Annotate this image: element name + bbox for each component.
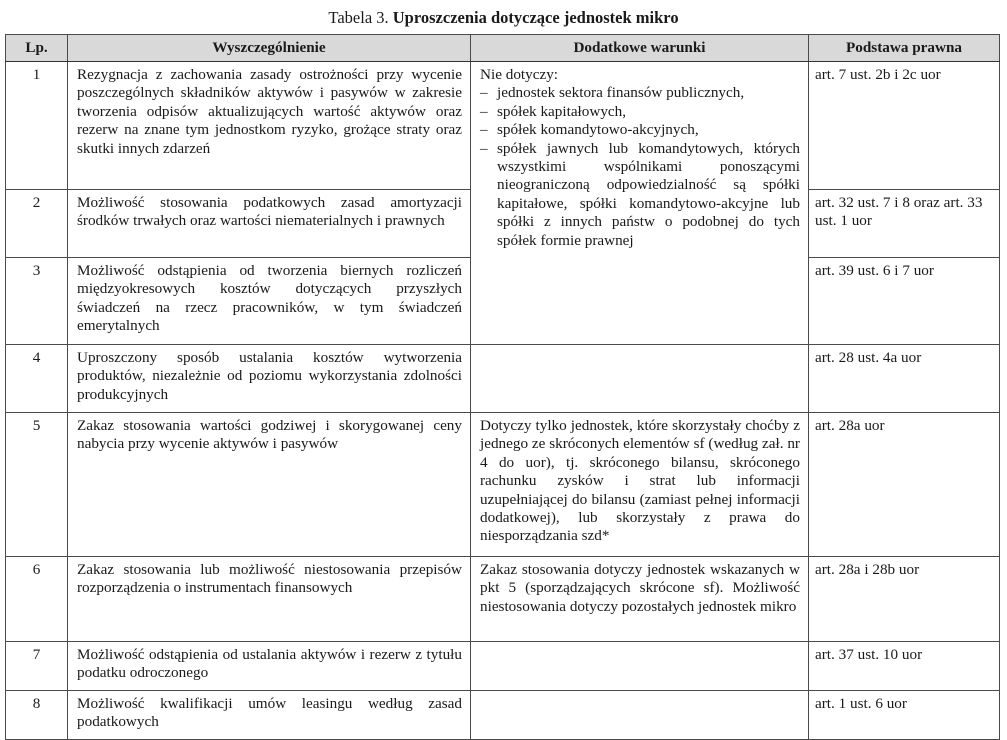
table-row [6,345,1000,413]
table-caption [0,8,1007,28]
row-legal-basis: art. 7 ust. 2b i 2c uor [809,62,1000,190]
row-description: Możliwość odstąpienia od ustalania aktywów i rezerw z tytułu podatku odroczonego [68,642,471,691]
row-description: Zakaz stosowania lub możliwość niestosowania przepisów rozporządzenia o instrumentach finansowych [68,557,471,642]
row-number: 1 [6,62,68,190]
list-item: – spółek kapitałowych, [480,103,800,121]
row-conditions: Dotyczy tylko jednostek, które skorzystały choćby z jednego ze skróconych elementów sf (według zał. nr 4 do uor), tj. skróconego bilansu, skróconego rachunku zysków i strat lub informacji uzupełniającej do bilansu (zamiast pełnej informacji dodatkowej), lub skorzystały z prawa do niesporządzania szd* [471,413,809,557]
row-legal-basis: art. 28a i 28b uor [809,557,1000,642]
row-legal-basis: art. 32 ust. 7 i 8 oraz art. 33 ust. 1 uor [809,190,1000,258]
row-description: Możliwość kwalifikacji umów leasingu według zasad podatkowych [68,691,471,740]
row-number: 5 [6,413,68,557]
simplifications-table [5,34,1000,740]
list-item: – jednostek sektora finansów publicznych, [480,84,800,102]
row-description: Możliwość odstąpienia od tworzenia biernych rozliczeń międzyokresowych kosztów dotyczących przyszłych świadczeń na rzecz pracowników, w tym świadczeń emerytalnych [68,258,471,345]
conditions-list [480,84,800,250]
shared-conditions-cell [471,62,809,345]
header-description: Wyszczególnienie [68,35,471,62]
list-item: – spółek komandytowo-akcyjnych, [480,121,800,139]
header-legal-basis: Podstawa prawna [809,35,1000,62]
row-conditions: Zakaz stosowania dotyczy jednostek wskazanych w pkt 5 (sporządzających skrócone sf). Możliwość niestosowania dotyczy pozostałych jednostek mikro [471,557,809,642]
row-number: 2 [6,190,68,258]
table-row [6,642,1000,691]
table-row [6,557,1000,642]
row-legal-basis: art. 28 ust. 4a uor [809,345,1000,413]
row-number: 6 [6,557,68,642]
caption-title: Uproszczenia dotyczące jednostek mikro [392,8,679,27]
row-legal-basis: art. 39 ust. 6 i 7 uor [809,258,1000,345]
row-conditions [471,642,809,691]
row-legal-basis: art. 28a uor [809,413,1000,557]
header-lp: Lp. [6,35,68,62]
row-number: 3 [6,258,68,345]
row-number: 7 [6,642,68,691]
row-number: 4 [6,345,68,413]
row-conditions [471,345,809,413]
row-legal-basis: art. 1 ust. 6 uor [809,691,1000,740]
row-number: 8 [6,691,68,740]
caption-prefix: Tabela 3. [328,8,393,27]
row-description: Rezygnacja z zachowania zasady ostrożności przy wycenie poszczególnych składników aktywów i pasywów w zakresie tworzenia odpisów aktualizujących wartość aktywów oraz rezerw na znane tym jednostkom ryzyko, grożące straty oraz skutki innych zdarzeń [68,62,471,190]
conditions-intro: Nie dotyczy: [480,66,559,83]
table-row [6,691,1000,740]
row-legal-basis: art. 37 ust. 10 uor [809,642,1000,691]
table-row [6,413,1000,557]
row-description: Uproszczony sposób ustalania kosztów wytworzenia produktów, niezależnie od poziomu wykorzystania zdolności produkcyjnych [68,345,471,413]
row-description: Możliwość stosowania podatkowych zasad amortyzacji środków trwałych oraz wartości niematerialnych i prawnych [68,190,471,258]
list-item: – spółek jawnych lub komandytowych, których wszystkimi wspólnikami ponoszącymi nieograniczoną odpowiedzialność są spółki kapitałowe, spółki komandytowo-akcyjne lub spółki z innych państw o podobnej do tych spółek formie prawnej [480,140,800,250]
row-conditions [471,691,809,740]
header-row [6,35,1000,62]
row-description: Zakaz stosowania wartości godziwej i skorygowanej ceny nabycia przy wycenie aktywów i pasywów [68,413,471,557]
table-row [6,62,1000,190]
header-conditions: Dodatkowe warunki [471,35,809,62]
